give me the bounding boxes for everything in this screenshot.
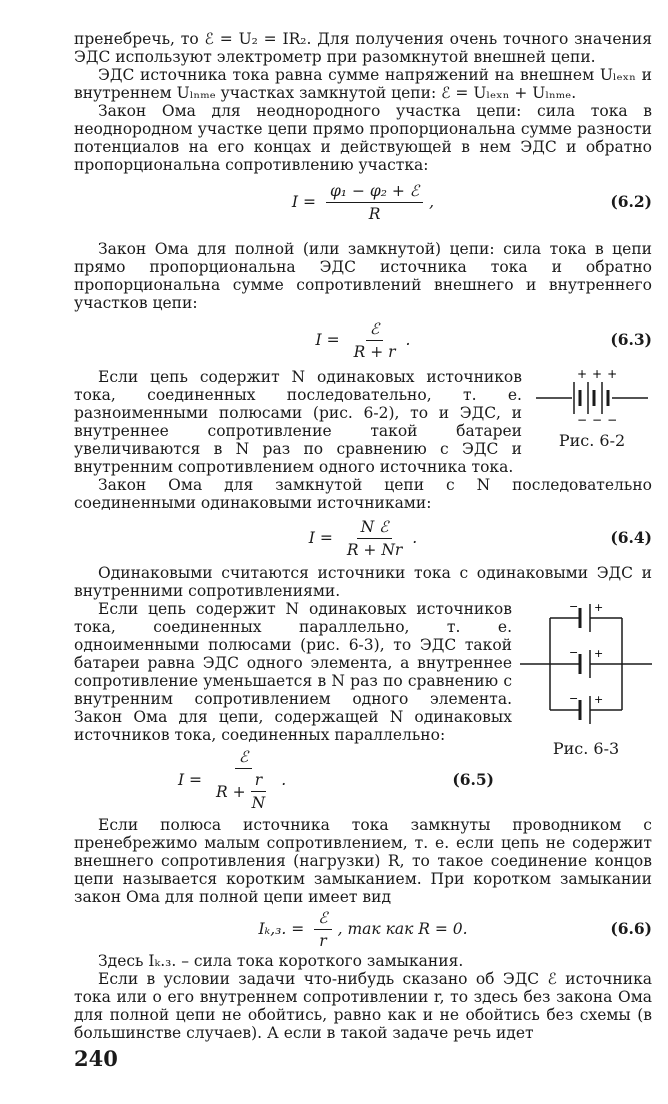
figure-6-3-caption: Рис. 6-3 <box>552 739 620 758</box>
fig-6-3-minus-3: − <box>569 692 579 705</box>
fig-6-3-plus-3: + <box>594 693 604 706</box>
paragraph-11: Если в условии задачи что-нибудь сказано об ЭДС ℰ источника тока или о его внутреннем сопротивлении r, то здесь без закона Ома для полной цепи не обойтись, равно как и не обойтись без схемы (в большинстве случаев). А если в такой задаче речь идет <box>74 970 652 1042</box>
formula-6-6-denominator: r <box>319 931 327 950</box>
formula-6-2-denominator: R <box>368 204 381 223</box>
series-battery-diagram <box>532 368 652 426</box>
formula-6-5-denominator-sum: R + <box>216 782 246 801</box>
paragraph-5: Если цепь содержит N одинаковых источников тока, соединенных последовательно, т. е. разноименными полюсами (рис. 6-2), то и ЭДС, и внутреннее сопротивление такой батареи увеличиваются в N раз по сравнению с ЭДС и внутренним сопротивлением одного источника тока. <box>74 368 522 476</box>
fig-6-3-plus-1: + <box>594 601 604 614</box>
fig-6-2-plus-signs: +++ <box>577 368 623 381</box>
formula-6-4: I = $\frac{\text{N ℰ}}{R + Nr}$ . (6.4) <box>308 517 652 559</box>
page-body <box>74 30 652 1042</box>
paragraph-2: ЭДС источника тока равна сумме напряжений на внешнем Uₗₑₓₙ и внутреннем Uₗₙₘₑ участках замкнутой цепи: ℰ = Uₗₑₓₙ + Uₗₙₘₑ. <box>74 66 652 102</box>
paragraph-1: пренебречь, то ℰ = U₂ = IR₂. Для получения очень точного значения ЭДС используют электрометр при разомкнутой внешней цепи. <box>74 30 652 66</box>
paragraph-10: Здесь Iₖ.₃. – сила тока короткого замыкания. <box>98 952 464 970</box>
page-number: 240 <box>74 1046 118 1071</box>
formula-6-5: I = ℰ R + $\frac{r}{N}$ . (6.5) <box>178 748 494 812</box>
paragraph-7: Одинаковыми считаются источники тока с одинаковыми ЭДС и внутренними сопротивлениями. <box>74 564 652 600</box>
formula-6-4-numerator: N ℰ <box>357 518 393 539</box>
fig-6-2-minus-signs: −−− <box>577 413 623 426</box>
fig-6-3-plus-2: + <box>594 647 604 660</box>
series-battery-section <box>74 368 652 512</box>
figure-6-2-caption: Рис. 6-2 <box>558 431 626 450</box>
paragraph-4: Закон Ома для полной (или замкнутой) цепи: сила тока в цепи прямо пропорциональна ЭДС источника тока и обратно пропорциональна сумме сопротивлений внешнего и внутреннего участков цепи: <box>74 240 652 312</box>
figure-6-3 <box>520 600 652 758</box>
equation-number-6-2: (6.2) <box>610 192 652 211</box>
formula-6-5-inner-numerator: r <box>251 771 266 792</box>
fig-6-3-minus-2: − <box>569 646 579 659</box>
fig-6-3-minus-1: − <box>569 600 579 613</box>
paragraph-9: Если полюса источника тока замкнуты проводником с пренебрежимо малым сопротивлением, т. е. если цепь не содержит внешнего сопротивления (нагрузки) R, то такое соединение концов цепи называется коротким замыканием. При коротком замыкании закон Ома для полной цепи имеет вид <box>74 816 652 906</box>
formula-6-6: Iₖ,₃. = $\frac{\text{ℰ}}{r}$ , так как R = 0. (6.6) <box>258 908 652 950</box>
equation-number-6-5: (6.5) <box>452 770 494 789</box>
paragraph-8: Если цепь содержит N одинаковых источников тока, соединенных параллельно, т. е. одноименными полюсами (рис. 6-3), то ЭДС такой батареи равна ЭДС одного элемента, а внутреннее сопротивление уменьшается в N раз по сравнению с внутренним сопротивлением одного элемента. Закон Ома для цепи, содержащей N одинаковых источников тока, соединенных параллельно: <box>74 600 512 744</box>
parallel-battery-diagram <box>520 600 652 730</box>
parallel-battery-section <box>74 600 652 816</box>
formula-6-2: I = $\frac{\text{φ₁ − φ₂ + ℰ}}{R}$ , (6.2) <box>291 181 652 223</box>
formula-6-3-denominator: R + r <box>353 342 396 361</box>
formula-6-5-numerator: ℰ <box>235 748 252 769</box>
formula-6-3: I = $\frac{\text{ℰ}}{R + r}$ . (6.3) <box>315 319 652 361</box>
equation-number-6-3: (6.3) <box>610 330 652 349</box>
equation-number-6-4: (6.4) <box>610 528 652 547</box>
formula-6-5-inner-denominator: N <box>251 794 266 812</box>
figure-6-2 <box>532 368 652 450</box>
equation-number-6-6: (6.6) <box>610 919 652 938</box>
paragraph-6: Закон Ома для замкнутой цепи с N последовательно соединенными одинаковыми источниками: <box>74 476 652 512</box>
formula-6-3-numerator: ℰ <box>366 320 383 341</box>
formula-6-4-denominator: R + Nr <box>346 540 403 559</box>
formula-6-6-numerator: ℰ <box>314 909 331 930</box>
paragraph-3: Закон Ома для неоднородного участка цепи: сила тока в неоднородном участке цепи прямо пропорциональна сумме разности потенциалов на его концах и действующей в нем ЭДС и обратно пропорциональна сопротивлению участка: <box>74 102 652 174</box>
formula-6-2-numerator: φ₁ − φ₂ + ℰ <box>326 182 423 203</box>
